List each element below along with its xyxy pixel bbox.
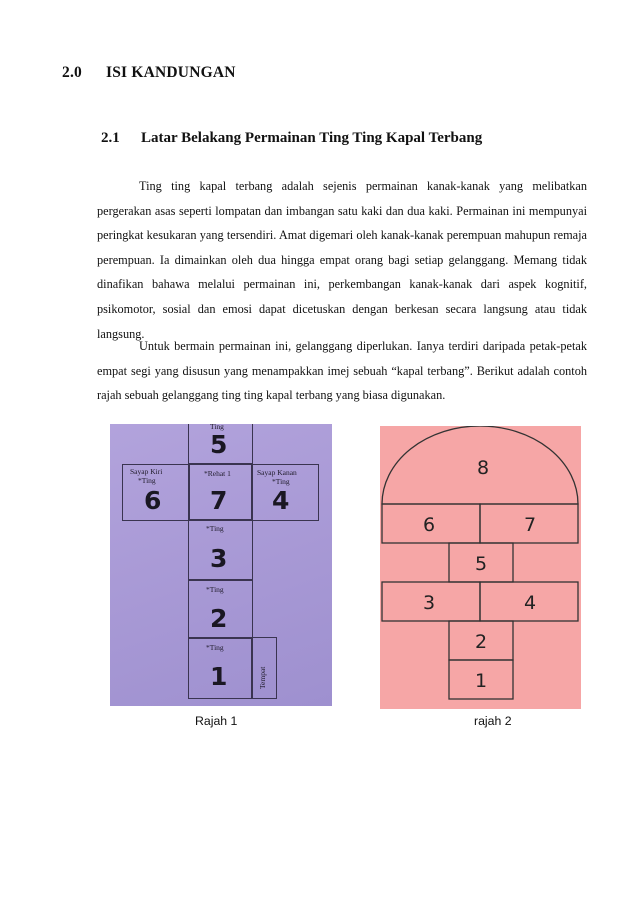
section-title: ISI KANDUNGAN	[106, 64, 236, 81]
figure-1-hopscotch-photo	[110, 424, 332, 706]
ting-1-label: *Ting	[206, 643, 224, 652]
section-number: 2.0	[62, 64, 82, 81]
figure-2-svg	[380, 426, 581, 709]
cell-2-number: 2	[210, 604, 228, 633]
side-box-label: Tempat	[258, 666, 267, 689]
cell-4-number: 4	[523, 592, 537, 614]
cell-3-number: 3	[422, 592, 436, 614]
cell-7-number: 7	[523, 514, 537, 536]
subsection-title: Latar Belakang Permainan Ting Ting Kapal Terbang	[141, 130, 483, 146]
cell-4-number: 4	[272, 486, 290, 515]
subsection-heading	[101, 130, 482, 147]
ting-2-label: *Ting	[206, 585, 224, 594]
cell-1-number: 1	[210, 662, 228, 691]
paragraph-1-text: Ting ting kapal terbang adalah sejenis permainan kanak-kanak yang melibatkan pergerakan asas seperti lompatan dan imbangan satu kaki dan dua kaki. Permainan ini mempunyai peringkat kesukaran yang tersendiri. Amat digemari oleh kanak-kanak perempuan mahupun remaja perempuan. Ia dimainkan oleh dua hingga empat orang bagi setiap gelanggang. Memang tidak dinafikan bahawa melalui permainan ini, perkembangan kanak-kanak dari aspek kognitif, psikomotor, sosial dan emosi dapat dicetuskan dengan berkesan secara langsung atau tidak langsung.	[97, 179, 587, 341]
left-wing-label: Sayap Kiri	[130, 467, 163, 476]
figure-1-caption: Rajah 1	[195, 714, 238, 728]
paragraph-1	[97, 174, 587, 346]
cell-8-number: 8	[476, 457, 490, 479]
cell-3-number: 3	[210, 544, 228, 573]
cell-1-number: 1	[474, 670, 488, 692]
cell-7-number: 7	[210, 486, 228, 515]
ting-3-label: *Ting	[206, 524, 224, 533]
top-ting-label: Ting	[210, 424, 224, 431]
cell-5-number: 5	[210, 430, 228, 459]
cell-5-number: 5	[474, 553, 488, 575]
cell-2-number: 2	[474, 631, 488, 653]
rest-label: *Rehat 1	[204, 469, 231, 478]
right-wing-label: Sayap Kanan	[257, 468, 297, 477]
paragraph-2	[97, 334, 587, 408]
cell-6-number: 6	[422, 514, 436, 536]
section-heading	[62, 64, 236, 82]
figure-2-caption: rajah 2	[474, 714, 512, 728]
paragraph-2-text: Untuk bermain permainan ini, gelanggang diperlukan. Ianya terdiri daripada petak-petak empat segi yang disusun yang menampakkan imej sebuah “kapal terbang”. Berikut adalah contoh rajah sebuah gelanggang ting ting kapal terbang yang biasa digunakan.	[97, 339, 587, 403]
cell-6-number: 6	[144, 486, 162, 515]
left-wing-ting-label: *Ting	[138, 476, 156, 485]
figure-2-hopscotch-diagram	[380, 426, 581, 709]
subsection-number: 2.1	[101, 130, 120, 146]
right-wing-ting-label: *Ting	[272, 477, 290, 486]
